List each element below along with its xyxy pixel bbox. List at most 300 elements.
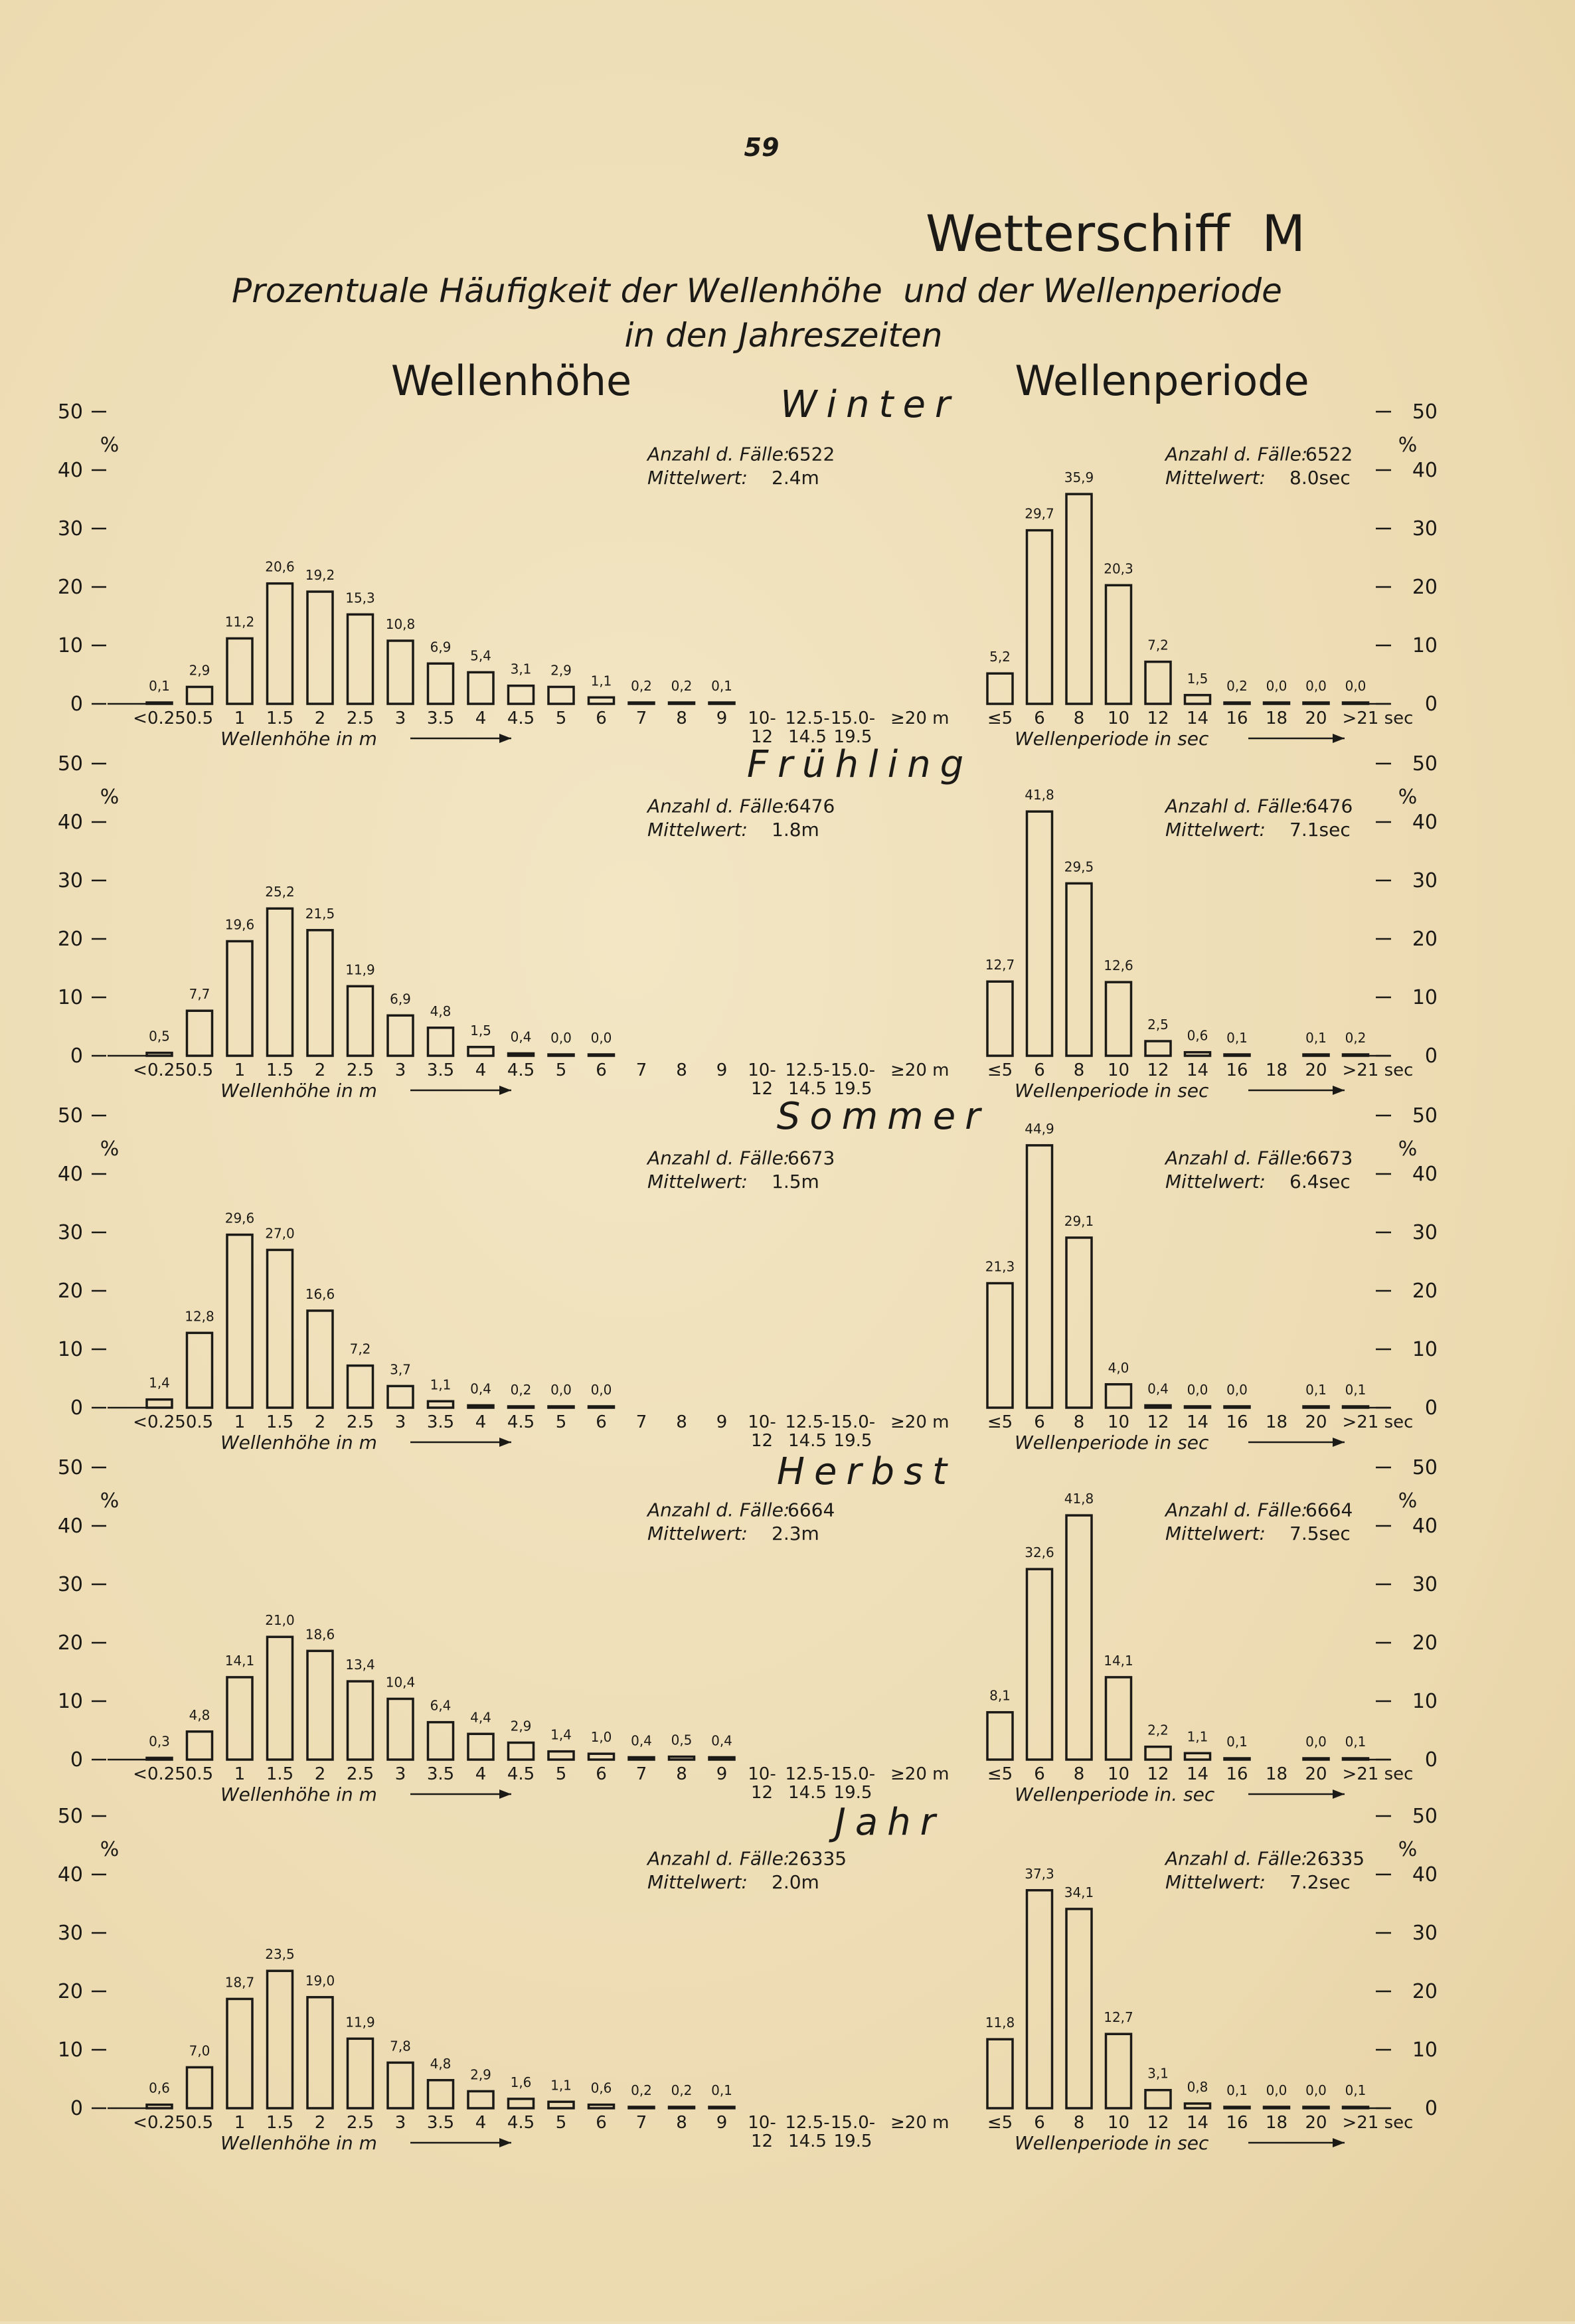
height-x-tick-label: ≥20 m: [890, 1412, 950, 1432]
period-x-tick-label: 8: [1073, 1412, 1085, 1432]
height-bar: [548, 687, 574, 704]
height-x-tick-label: 2: [314, 1764, 326, 1784]
height-x-tick-label: <0.25: [133, 2113, 186, 2133]
height-mean-label: Mittelwert:: [647, 1170, 748, 1193]
height-data-label: 1,0: [590, 1729, 612, 1746]
right-y-tick-label: 40: [1412, 1515, 1438, 1538]
left-y-tick-label: 10: [57, 634, 83, 657]
period-bar: [987, 1284, 1013, 1408]
height-count-label: Anzahl d. Fälle:: [647, 443, 790, 465]
height-data-label: 11,9: [345, 2014, 375, 2031]
right-y-tick-label: 20: [1412, 928, 1438, 951]
height-x-tick-label: 15.0-: [830, 1412, 876, 1432]
period-data-label: 0,6: [1187, 1027, 1208, 1044]
left-y-tick-label: 50: [57, 1104, 83, 1127]
period-bar: [1027, 1145, 1052, 1408]
height-bar: [669, 703, 695, 704]
right-y-tick-label: 10: [1412, 1338, 1438, 1361]
height-data-label: 7,2: [349, 1341, 371, 1357]
height-bar: [268, 584, 293, 704]
height-x-tick-label: 2.5: [346, 2113, 374, 2133]
period-x-axis-label: Wellenperiode in sec: [1015, 1080, 1209, 1102]
height-x-tick-label: ≥20 m: [890, 1060, 950, 1080]
right-y-tick-label: 40: [1412, 1863, 1438, 1886]
period-bar: [1185, 1753, 1210, 1760]
period-x-tick-label: >21 sec: [1342, 2113, 1414, 2133]
period-data-label: 8,1: [989, 1687, 1011, 1704]
height-data-label: 2,9: [470, 2066, 491, 2083]
height-data-label: 0,6: [149, 2080, 170, 2096]
height-x-tick-label: 2: [314, 1412, 326, 1432]
season-title: Sommer: [776, 1095, 990, 1138]
height-bar: [589, 697, 614, 704]
period-count-value: 6522: [1305, 443, 1353, 465]
height-x-tick-label: 14.5: [788, 1431, 827, 1451]
period-bar: [1145, 1747, 1171, 1760]
period-mean-label: Mittelwert:: [1165, 1522, 1266, 1544]
height-data-label: 0,2: [631, 2082, 652, 2098]
height-data-label: 1,1: [590, 673, 612, 689]
height-bar: [629, 703, 654, 704]
height-x-tick-label: 4: [475, 1764, 487, 1784]
height-bar: [307, 930, 333, 1056]
height-x-tick-label: 1: [234, 1764, 246, 1784]
height-bar: [509, 2099, 534, 2108]
period-bar: [987, 2039, 1013, 2108]
height-data-label: 0,3: [149, 1733, 170, 1750]
period-bar: [1185, 1052, 1210, 1056]
height-x-tick-label: 12: [750, 727, 774, 747]
height-x-tick-label: <0.25: [133, 1412, 186, 1432]
period-bar: [1303, 703, 1329, 704]
period-x-arrow-head: [1333, 1438, 1345, 1447]
period-x-tick-label: ≤5: [987, 2113, 1013, 2133]
left-y-tick-label: 0: [70, 2097, 83, 2120]
period-bar: [1066, 1909, 1092, 2108]
period-data-label: 37,3: [1025, 1865, 1054, 1882]
period-data-label: 0,0: [1305, 1734, 1327, 1750]
left-y-tick-label: 40: [57, 1863, 83, 1886]
right-y-tick-label: 30: [1412, 517, 1438, 540]
height-x-tick-label: 4: [475, 1412, 487, 1432]
period-mean-value: 7.1sec: [1289, 818, 1351, 841]
height-x-tick-label: 15.0-: [830, 1060, 876, 1080]
height-bar: [348, 986, 373, 1056]
height-bar: [629, 1757, 654, 1760]
right-column-title: Wellenperiode: [1015, 357, 1309, 405]
height-x-tick-label: 4.5: [507, 708, 535, 728]
period-data-label: 0,0: [1345, 678, 1367, 694]
period-data-label: 1,1: [1187, 1728, 1208, 1745]
left-y-tick-label: 0: [70, 1748, 83, 1772]
right-y-tick-label: 10: [1412, 2038, 1438, 2062]
height-x-tick-label: 9: [716, 2113, 728, 2133]
height-x-tick-label: 2.5: [346, 1764, 374, 1784]
height-data-label: 18,6: [305, 1626, 335, 1643]
height-bar: [548, 1406, 574, 1408]
height-data-label: 0,1: [149, 678, 170, 694]
height-x-tick-label: 1.5: [266, 1060, 294, 1080]
height-data-label: 0,5: [671, 1732, 693, 1748]
period-x-tick-label: 10: [1107, 1060, 1130, 1080]
period-data-label: 21,3: [985, 1258, 1015, 1275]
period-data-label: 2,2: [1147, 1722, 1169, 1738]
left-percent-label: %: [100, 1137, 120, 1161]
height-data-label: 0,2: [510, 1382, 532, 1398]
height-data-label: 7,0: [189, 2042, 210, 2059]
height-bar: [509, 1406, 534, 1408]
period-data-label: 2,5: [1147, 1017, 1169, 1033]
period-bar: [1027, 811, 1052, 1056]
height-data-label: 0,6: [590, 2080, 612, 2096]
height-x-tick-label: 8: [676, 1412, 687, 1432]
height-count-label: Anzahl d. Fälle:: [647, 1847, 790, 1870]
height-data-label: 2,9: [510, 1718, 532, 1734]
height-bar: [509, 1053, 534, 1056]
period-x-tick-label: 16: [1226, 708, 1248, 728]
height-data-label: 1,1: [550, 2077, 572, 2094]
period-x-tick-label: ≤5: [987, 1764, 1013, 1784]
height-bar: [147, 2105, 172, 2108]
period-data-label: 29,5: [1064, 859, 1094, 875]
height-bar: [589, 2105, 614, 2108]
height-bar: [227, 1235, 252, 1408]
height-bar: [709, 2107, 734, 2108]
period-bar: [1264, 703, 1289, 704]
period-x-tick-label: 20: [1305, 708, 1327, 728]
period-count-value: 6476: [1305, 795, 1353, 817]
period-x-tick-label: 14: [1186, 1412, 1209, 1432]
height-x-tick-label: 14.5: [788, 2131, 827, 2151]
period-data-label: 12,7: [985, 957, 1015, 973]
height-x-tick-label: 4: [475, 1060, 487, 1080]
left-percent-label: %: [100, 434, 120, 457]
period-x-tick-label: 20: [1305, 1060, 1327, 1080]
right-y-tick-label: 10: [1412, 634, 1438, 657]
height-bar: [669, 2107, 695, 2108]
height-x-tick-label: 0.5: [185, 1764, 214, 1784]
height-data-label: 1,4: [550, 1726, 572, 1743]
period-x-tick-label: 14: [1186, 1764, 1209, 1784]
height-data-label: 18,7: [224, 1974, 255, 1991]
height-x-tick-label: 9: [716, 1060, 728, 1080]
height-data-label: 0,4: [470, 1380, 491, 1397]
height-data-label: 14,1: [224, 1652, 255, 1669]
height-bar: [709, 703, 734, 704]
page-title: Wetterschiff M: [926, 204, 1305, 263]
right-y-tick-label: 20: [1412, 576, 1438, 599]
height-x-tick-label: 8: [676, 1060, 687, 1080]
period-data-label: 41,8: [1025, 787, 1054, 803]
period-bar: [1106, 982, 1131, 1056]
period-data-label: 12,6: [1104, 957, 1133, 974]
height-mean-value: 2.4m: [772, 466, 819, 489]
period-data-label: 29,7: [1025, 505, 1054, 522]
left-y-tick-label: 50: [57, 400, 83, 424]
period-mean-value: 7.2sec: [1289, 1870, 1351, 1893]
height-x-tick-label: 9: [716, 1412, 728, 1432]
season-title: Jahr: [835, 1801, 945, 1844]
height-x-tick-label: 6: [596, 708, 607, 728]
period-x-tick-label: 16: [1226, 1764, 1248, 1784]
height-x-tick-label: 12.5-: [785, 1412, 830, 1432]
period-count-label: Anzahl d. Fälle:: [1165, 1847, 1308, 1870]
height-data-label: 0,1: [711, 2082, 732, 2098]
height-bar: [669, 1757, 695, 1760]
height-data-label: 16,6: [305, 1286, 335, 1302]
period-x-tick-label: 16: [1226, 1060, 1248, 1080]
period-mean-value: 7.5sec: [1289, 1522, 1351, 1544]
height-count-label: Anzahl d. Fälle:: [647, 795, 790, 817]
height-bar: [548, 2102, 574, 2108]
period-data-label: 11,8: [985, 2015, 1015, 2031]
height-bar: [227, 1999, 252, 2108]
left-y-tick-label: 0: [70, 693, 83, 716]
height-bar: [709, 1757, 734, 1760]
period-x-tick-label: >21 sec: [1342, 1060, 1414, 1080]
height-bar: [268, 1250, 293, 1408]
period-x-tick-label: >21 sec: [1342, 1412, 1414, 1432]
height-x-tick-label: 2: [314, 1060, 326, 1080]
right-percent-label: %: [1398, 1137, 1418, 1161]
period-bar: [1066, 1515, 1092, 1760]
period-x-tick-label: 12: [1147, 2113, 1169, 2133]
period-data-label: 44,9: [1025, 1120, 1054, 1137]
period-x-axis-label: Wellenperiode in sec: [1015, 2132, 1209, 2154]
height-x-tick-label: 12: [750, 1079, 774, 1099]
height-x-tick-label: 19.5: [833, 1079, 872, 1099]
left-y-tick-label: 40: [57, 1515, 83, 1538]
left-y-tick-label: 20: [57, 1631, 83, 1655]
period-bar: [987, 673, 1013, 704]
period-bar: [1224, 1758, 1250, 1760]
height-x-tick-label: 12.5-: [785, 2113, 830, 2133]
period-count-label: Anzahl d. Fälle:: [1165, 1499, 1308, 1521]
height-data-label: 10,4: [385, 1674, 416, 1691]
height-data-label: 4,8: [430, 2055, 452, 2072]
period-x-tick-label: 8: [1073, 708, 1085, 728]
height-x-tick-label: 7: [635, 2113, 647, 2133]
period-bar: [1224, 1054, 1250, 1056]
height-count-value: 6476: [788, 795, 835, 817]
height-data-label: 0,4: [510, 1029, 532, 1045]
period-bar: [1145, 1041, 1171, 1056]
period-x-tick-label: 12: [1147, 1764, 1169, 1784]
height-data-label: 0,5: [149, 1028, 170, 1044]
subtitle-line-2: in den Jahreszeiten: [624, 316, 943, 355]
panel-2: [58, 1095, 1438, 1453]
height-bar: [589, 1054, 614, 1056]
height-x-tick-label: 19.5: [833, 1431, 872, 1451]
period-bar: [1145, 1405, 1171, 1408]
period-count-label: Anzahl d. Fälle:: [1165, 795, 1308, 817]
height-x-tick-label: 14.5: [788, 727, 827, 747]
left-y-tick-label: 20: [57, 1980, 83, 2003]
height-x-tick-label: 1: [234, 708, 246, 728]
height-mean-value: 1.8m: [772, 818, 819, 841]
period-bar: [1303, 1406, 1329, 1408]
height-bar: [468, 672, 493, 704]
right-y-tick-label: 20: [1412, 1280, 1438, 1303]
left-y-tick-label: 10: [57, 1690, 83, 1713]
height-data-label: 0,0: [590, 1030, 612, 1046]
left-y-tick-label: 10: [57, 2038, 83, 2062]
period-x-axis-label: Wellenperiode in sec: [1015, 728, 1209, 750]
period-x-tick-label: 8: [1073, 1060, 1085, 1080]
height-x-tick-label: 10-: [748, 1764, 776, 1784]
height-data-label: 12,8: [185, 1308, 214, 1325]
height-bar: [388, 1386, 413, 1408]
period-bar: [1106, 2034, 1131, 2108]
right-y-tick-label: 0: [1424, 2097, 1438, 2120]
height-x-tick-label: <0.25: [133, 1060, 186, 1080]
height-x-tick-label: 1.5: [266, 708, 294, 728]
left-y-tick-label: 30: [57, 517, 83, 540]
height-x-axis-label: Wellenhöhe in m: [220, 1784, 377, 1805]
left-y-tick-label: 50: [57, 752, 83, 776]
period-bar: [1185, 2104, 1210, 2108]
height-x-tick-label: 4: [475, 708, 487, 728]
height-mean-label: Mittelwert:: [647, 818, 748, 841]
height-bar: [268, 908, 293, 1056]
height-x-arrow-head: [499, 734, 511, 743]
right-y-tick-label: 30: [1412, 869, 1438, 892]
height-x-axis-label: Wellenhöhe in m: [220, 1080, 377, 1102]
period-x-tick-label: 12: [1147, 1412, 1169, 1432]
height-data-label: 19,2: [305, 567, 335, 584]
height-x-tick-label: 12.5-: [785, 708, 830, 728]
height-data-label: 7,7: [189, 986, 210, 1003]
period-x-tick-label: 16: [1226, 1412, 1248, 1432]
height-data-label: 0,0: [550, 1030, 572, 1046]
height-x-tick-label: 3: [394, 1764, 406, 1784]
period-bar: [1145, 662, 1171, 704]
height-data-label: 0,4: [631, 1732, 652, 1749]
period-data-label: 0,1: [1305, 1382, 1327, 1398]
height-data-label: 5,4: [470, 647, 491, 664]
height-data-label: 11,2: [224, 614, 255, 630]
right-y-tick-label: 30: [1412, 1573, 1438, 1596]
period-x-tick-label: ≤5: [987, 1412, 1013, 1432]
height-x-tick-label: 4.5: [507, 1412, 535, 1432]
period-data-label: 1,5: [1187, 670, 1208, 687]
height-mean-value: 2.0m: [772, 1870, 819, 1893]
height-data-label: 0,0: [550, 1382, 572, 1398]
period-x-tick-label: ≤5: [987, 1060, 1013, 1080]
height-data-label: 23,5: [265, 1946, 295, 1963]
height-x-tick-label: 10-: [748, 1412, 776, 1432]
height-bar: [227, 1677, 252, 1760]
left-y-tick-label: 40: [57, 459, 83, 482]
period-x-arrow-head: [1333, 734, 1345, 743]
period-x-tick-label: 6: [1034, 708, 1045, 728]
height-x-tick-label: 3.5: [426, 1060, 455, 1080]
period-x-arrow-head: [1333, 1789, 1345, 1799]
height-x-tick-label: 2.5: [346, 1412, 374, 1432]
height-bar: [307, 1651, 333, 1760]
period-bar: [1027, 1569, 1052, 1760]
period-x-tick-label: 10: [1107, 708, 1130, 728]
height-x-arrow-head: [499, 1086, 511, 1095]
period-data-label: 0,0: [1305, 2082, 1327, 2098]
period-count-value: 6673: [1305, 1147, 1353, 1169]
height-bar: [468, 1734, 493, 1760]
height-x-axis-label: Wellenhöhe in m: [220, 2132, 377, 2154]
height-x-tick-label: 5: [555, 708, 567, 728]
height-data-label: 4,4: [470, 1709, 491, 1726]
height-mean-label: Mittelwert:: [647, 1522, 748, 1544]
period-data-label: 0,1: [1305, 1030, 1327, 1046]
height-bar: [227, 942, 252, 1056]
right-y-tick-label: 40: [1412, 459, 1438, 482]
height-data-label: 0,2: [671, 2082, 693, 2098]
height-bar: [307, 592, 333, 704]
height-x-tick-label: 2: [314, 2113, 326, 2133]
left-percent-label: %: [100, 1838, 120, 1861]
height-bar: [548, 1752, 574, 1760]
period-x-tick-label: 20: [1305, 2113, 1327, 2133]
period-x-tick-label: 18: [1265, 2113, 1288, 2133]
height-x-tick-label: 2.5: [346, 1060, 374, 1080]
height-x-tick-label: 19.5: [833, 2131, 872, 2151]
left-y-tick-label: 10: [57, 1338, 83, 1361]
season-title: Herbst: [776, 1450, 957, 1493]
height-data-label: 7,8: [390, 2038, 411, 2054]
height-x-axis-label: Wellenhöhe in m: [220, 1432, 377, 1453]
period-bar: [1106, 585, 1131, 704]
height-mean-value: 1.5m: [772, 1170, 819, 1193]
right-y-tick-label: 50: [1412, 1805, 1438, 1828]
height-data-label: 25,2: [265, 884, 295, 900]
period-x-arrow-head: [1333, 1086, 1345, 1095]
right-y-tick-label: 0: [1424, 1396, 1438, 1420]
period-x-tick-label: 10: [1107, 1764, 1130, 1784]
height-x-tick-label: <0.25: [133, 708, 186, 728]
height-x-tick-label: 6: [596, 2113, 607, 2133]
period-x-tick-label: 20: [1305, 1412, 1327, 1432]
height-bar: [388, 641, 413, 704]
height-x-tick-label: 3: [394, 708, 406, 728]
period-bar: [1027, 1890, 1052, 2108]
left-y-tick-label: 50: [57, 1456, 83, 1479]
left-y-tick-label: 20: [57, 1280, 83, 1303]
height-x-tick-label: 9: [716, 708, 728, 728]
height-data-label: 15,3: [345, 590, 375, 606]
left-y-tick-label: 10: [57, 986, 83, 1009]
period-mean-value: 6.4sec: [1289, 1170, 1351, 1193]
left-y-tick-label: 20: [57, 576, 83, 599]
height-data-label: 0,4: [711, 1732, 732, 1749]
height-bar: [589, 1754, 614, 1760]
height-data-label: 1,4: [149, 1374, 170, 1391]
height-x-tick-label: 1.5: [266, 1764, 294, 1784]
right-percent-label: %: [1398, 1838, 1418, 1861]
height-bar: [268, 1971, 293, 2108]
height-x-tick-label: ≥20 m: [890, 2113, 950, 2133]
period-bar: [1224, 1406, 1250, 1408]
period-data-label: 0,4: [1147, 1380, 1169, 1397]
period-bar: [1066, 883, 1092, 1056]
height-x-tick-label: 3.5: [426, 708, 455, 728]
height-count-value: 6522: [788, 443, 835, 465]
height-data-label: 0,0: [590, 1382, 612, 1398]
period-x-tick-label: 8: [1073, 2113, 1085, 2133]
height-bar: [147, 1400, 172, 1408]
left-y-tick-label: 40: [57, 811, 83, 834]
right-percent-label: %: [1398, 786, 1418, 809]
height-bar: [468, 1047, 493, 1056]
period-bar: [1066, 494, 1092, 704]
